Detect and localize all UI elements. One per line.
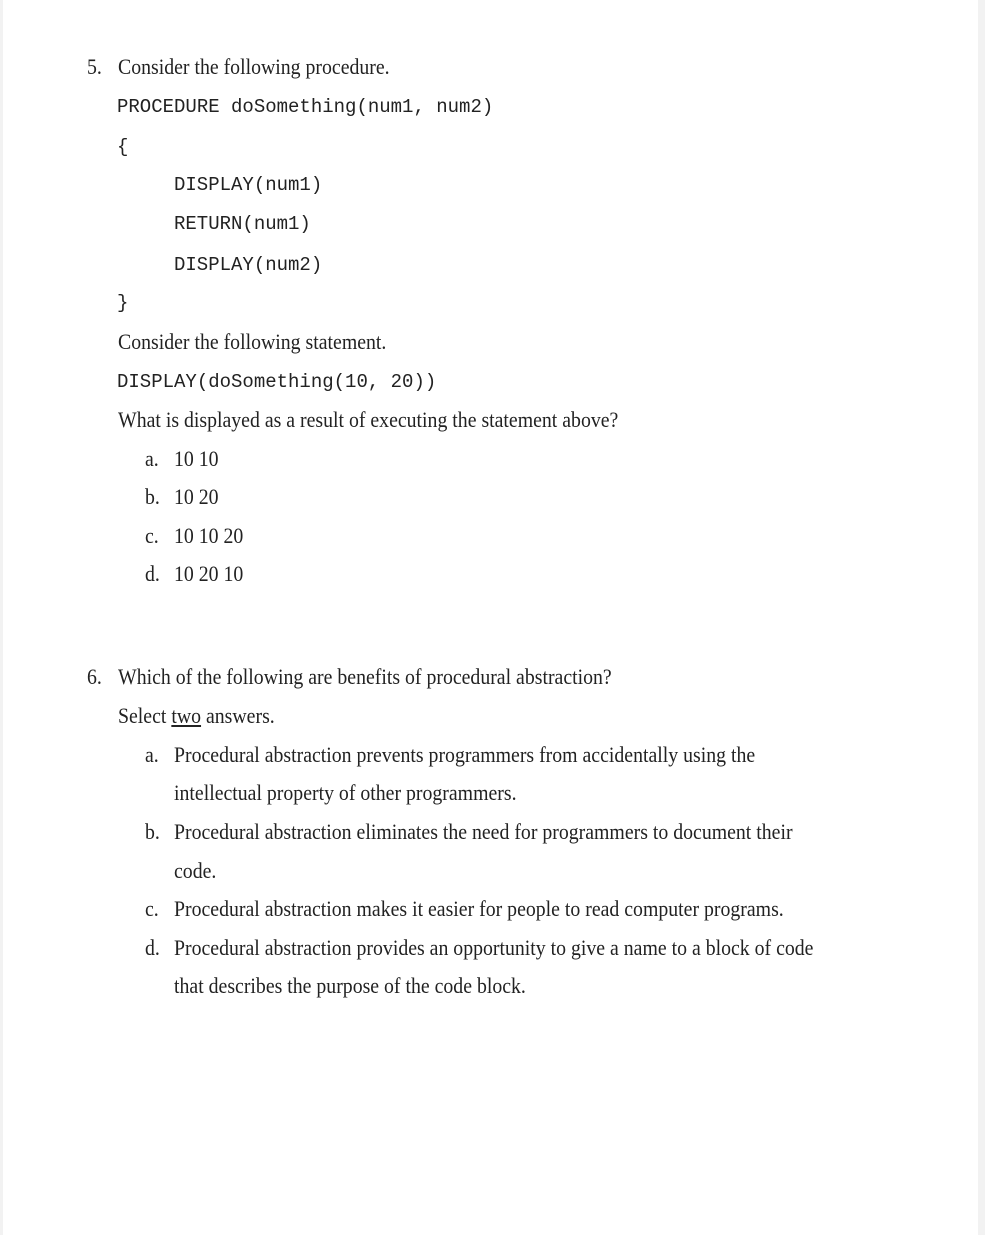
code-line: RETURN(num1) (174, 213, 311, 235)
code-close-brace: } (117, 292, 129, 314)
question-prompt: Consider the following procedure. (118, 54, 390, 79)
option-text-line-2: that describes the purpose of the code block. (174, 973, 526, 998)
statement-intro: Consider the following statement. (118, 329, 387, 354)
select-instruction (118, 701, 275, 731)
option-text-line-1: Procedural abstraction prevents programmers from accidentally using the (174, 742, 756, 767)
code-open-brace: { (117, 136, 129, 158)
code-procedure-header: PROCEDURE doSomething(num1, num2) (117, 96, 494, 118)
option-text: 10 20 10 (174, 561, 244, 586)
option-text: 10 10 20 (174, 523, 244, 548)
option-text-line-2: code. (174, 858, 217, 883)
instruction-suffix: answers. (201, 703, 275, 728)
option-text-line-2: intellectual property of other programmers. (174, 780, 517, 805)
code-line: DISPLAY(num2) (174, 254, 323, 276)
question-prompt: Which of the following are benefits of procedural abstraction? (118, 664, 612, 689)
option-letter: d. (145, 561, 160, 586)
option-text-line-1: Procedural abstraction provides an opportunity to give a name to a block of code (174, 935, 814, 960)
instruction-prefix: Select (118, 703, 172, 728)
question-text: What is displayed as a result of executing the statement above? (118, 407, 619, 432)
code-statement: DISPLAY(doSomething(10, 20)) (117, 371, 437, 393)
option-letter: a. (145, 742, 159, 767)
question-number: 5. (87, 54, 102, 79)
option-letter: c. (145, 896, 159, 921)
option-letter: c. (145, 523, 159, 548)
option-text: 10 20 (174, 484, 219, 509)
worksheet-page (3, 0, 978, 1235)
option-letter: a. (145, 446, 159, 471)
question-number: 6. (87, 664, 102, 689)
option-letter: b. (145, 484, 160, 509)
option-text-line-1: Procedural abstraction makes it easier for people to read computer programs. (174, 896, 784, 921)
option-text: 10 10 (174, 446, 219, 471)
option-letter: d. (145, 935, 160, 960)
instruction-count: two (171, 703, 202, 728)
code-line: DISPLAY(num1) (174, 174, 323, 196)
option-text-line-1: Procedural abstraction eliminates the need for programmers to document their (174, 819, 793, 844)
option-letter: b. (145, 819, 160, 844)
